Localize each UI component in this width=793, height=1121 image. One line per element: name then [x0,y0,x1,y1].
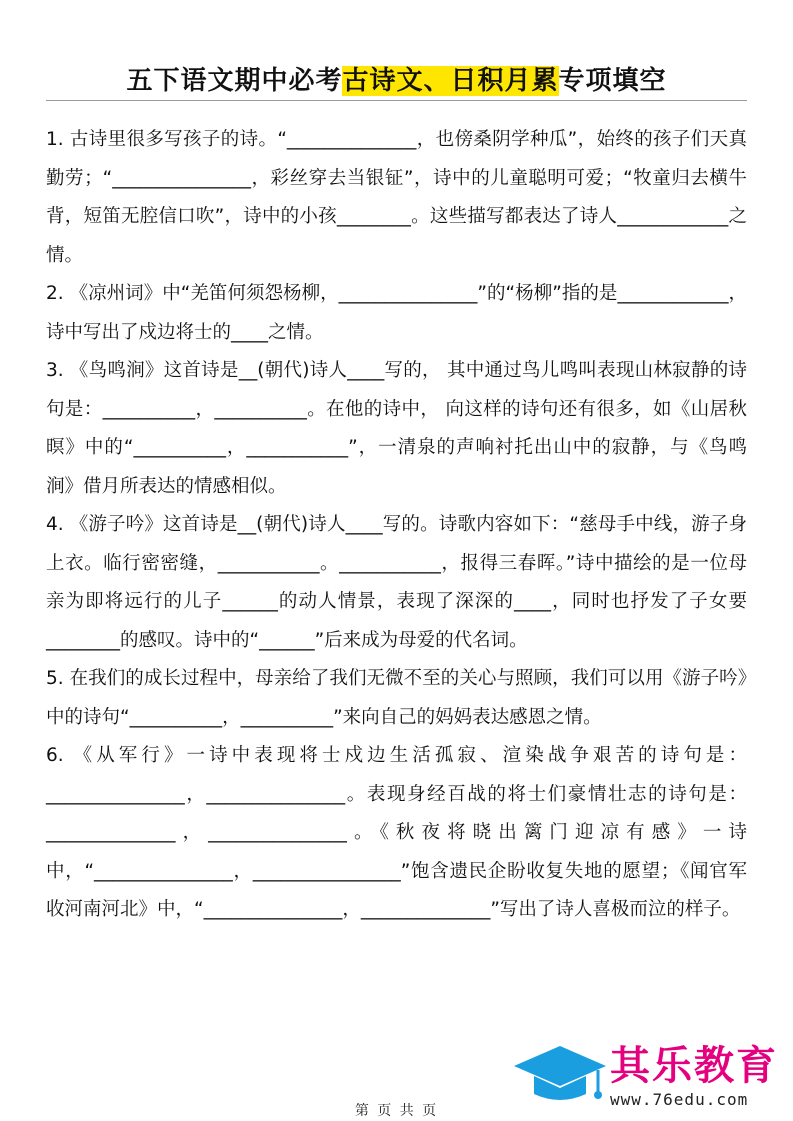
brand-url: www.76edu.com [610,1090,749,1109]
title-part2: 专项填空 [558,66,667,96]
question-6: 6. 《从军行》一诗中表现将士戍边生活孤寂、渲染战争艰苦的诗句是：_______________，_______________。表现身经百战的将士们豪情壮志的诗句是：______________，_______________。《秋夜将晓出篱门迎凉有感》一诗中，“_______________，________________”饱含遗民企盼收复失地的愿望；《闻官军收河南河北》中，“_______________，______________”写出了诗人喜极而泣的样子。 [46,745,747,920]
page-footer: 第 页 共 页 [354,1103,439,1119]
question-5: 5. 在我们的成长过程中，母亲给了我们无微不至的关心与照顾，我们可以用《游子吟》中的诗句“__________，__________”来向自己的妈妈表达感恩之情。 [46,668,747,728]
title-divider [46,100,747,101]
question-1: 1. 古诗里很多写孩子的诗。“______________，也傍桑阴学种瓜”，始终的孩子们天真勤劳；“_______________，彩丝穿去当银钲”，诗中的儿童聪明可爱；“牧童归去横牛背，短笛无腔信口吹”，诗中的小孩________。这些描写都表达了诗人____________之情。 [46,129,747,266]
question-2: 2. 《凉州词》中“羌笛何须怨杨柳，_______________”的“杨柳”指的是____________，诗中写出了戍边将士的____之情。 [46,283,747,343]
title-highlight: 古诗文、日积月累 [342,66,559,96]
page-title [0,62,793,100]
title-part1: 五下语文期中必考 [126,66,343,96]
question-list [46,121,747,930]
question-4: 4. 《游子吟》这首诗是__(朝代)诗人____写的。诗歌内容如下：“慈母手中线，游子身上衣。临行密密缝，___________。___________，报得三春晖。”诗中描绘的是一位母亲为即将远行的儿子______的动人情景，表现了深深的____，同时也抒发了子女要________的感叹。诗中的“______”后来成为母爱的代名词。 [46,514,747,651]
question-3: 3. 《鸟鸣涧》这首诗是__(朝代)诗人____写的， 其中通过鸟儿鸣叫表现山林寂静的诗句是：__________，__________。在他的诗中， 向这样的诗句还有很多，如《山居秋暝》中的“__________，___________”，一清泉的声响衬托出山中的寂静，与《鸟鸣涧》借月所表达的情感相似。 [46,360,747,497]
brand-name: 其乐教育 [610,1043,778,1089]
